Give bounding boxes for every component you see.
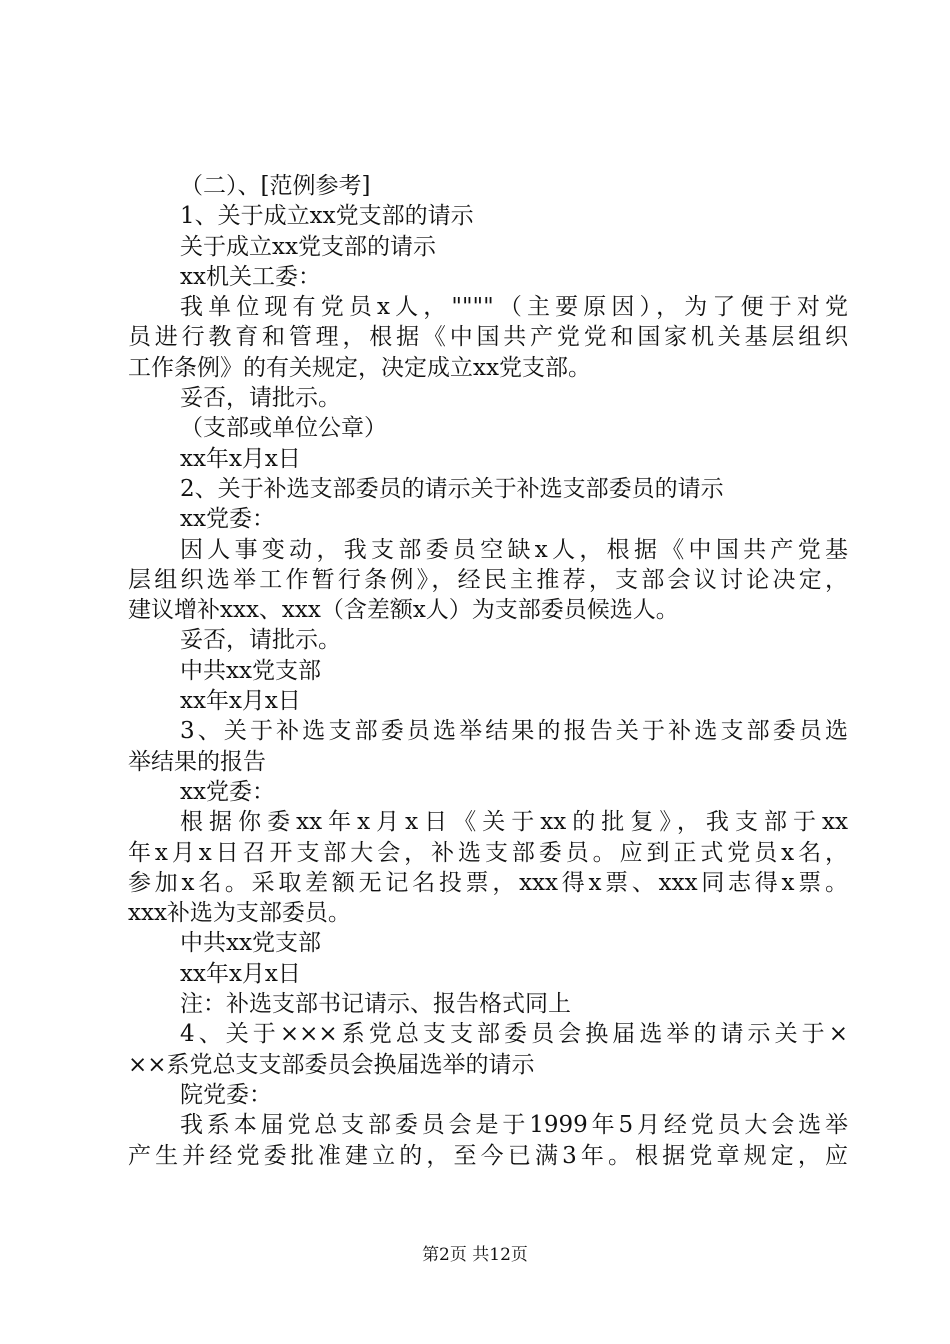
text-line: 中共xx党支部 (180, 657, 321, 684)
text-line: 关于成立xx党支部的请示 (180, 233, 436, 260)
text-line: xx年x月x日 (180, 445, 301, 472)
text-line: 1、关于成立xx党支部的请示 (180, 203, 474, 230)
text-line: 员进行教育和管理，根据《中国共产党党和国家机关基层组织 (128, 324, 848, 351)
text-line: 建议增补xxx、xxx（含差额x人）为支部委员候选人。 (128, 597, 679, 624)
text-line: xx党委： (180, 778, 275, 805)
text-line: 中共xx党支部 (180, 930, 321, 957)
text-line: （支部或单位公章） (180, 415, 387, 442)
text-line: 2、关于补选支部委员的请示关于补选支部委员的请示 (180, 475, 724, 502)
text-line: 我系本届党总支部委员会是于1999年5月经党员大会选举 (180, 1112, 848, 1139)
text-line: xx年x月x日 (180, 688, 301, 715)
text-line: 妥否，请批示。 (180, 627, 341, 654)
document-body (128, 171, 848, 1171)
text-line: xxx补选为支部委员。 (128, 900, 351, 927)
text-line: 院党委： (180, 1081, 272, 1108)
text-line: 我单位现有党员x人，""""（主要原因），为了便于对党 (180, 294, 848, 321)
text-line: 举结果的报告 (128, 748, 266, 775)
text-line: 根据你委xx年x月x日《关于xx的批复》，我支部于xx (180, 809, 848, 836)
text-line: 参加x名。采取差额无记名投票，xxx得x票、xxx同志得x票。 (128, 869, 848, 896)
text-line: 3、关于补选支部委员选举结果的报告关于补选支部委员选 (180, 718, 848, 745)
text-line: 4、关于×××系党总支支部委员会换届选举的请示关于× (180, 1021, 848, 1048)
text-line: ××系党总支支部委员会换届选举的请示 (128, 1051, 535, 1078)
text-line: xx机关工委： (180, 263, 321, 290)
text-line: 妥否，请批示。 (180, 385, 341, 412)
page-number-footer: 第2页 共12页 (422, 1245, 528, 1265)
text-line: （二）、[范例参考] (180, 173, 371, 199)
text-line: xx年x月x日 (180, 960, 301, 987)
text-line: 年x月x日召开支部大会，补选支部委员。应到正式党员x名， (128, 839, 848, 866)
text-line: xx党委： (180, 506, 275, 533)
text-line: 注：补选支部书记请示、报告格式同上 (180, 991, 571, 1018)
text-line: 因人事变动，我支部委员空缺x人，根据《中国共产党基 (180, 536, 848, 563)
text-line: 产生并经党委批准建立的，至今已满3年。根据党章规定，应 (128, 1142, 848, 1169)
text-line: 层组织选举工作暂行条例》，经民主推荐，支部会议讨论决定， (128, 566, 848, 593)
text-line: 工作条例》的有关规定，决定成立xx党支部。 (128, 354, 591, 381)
